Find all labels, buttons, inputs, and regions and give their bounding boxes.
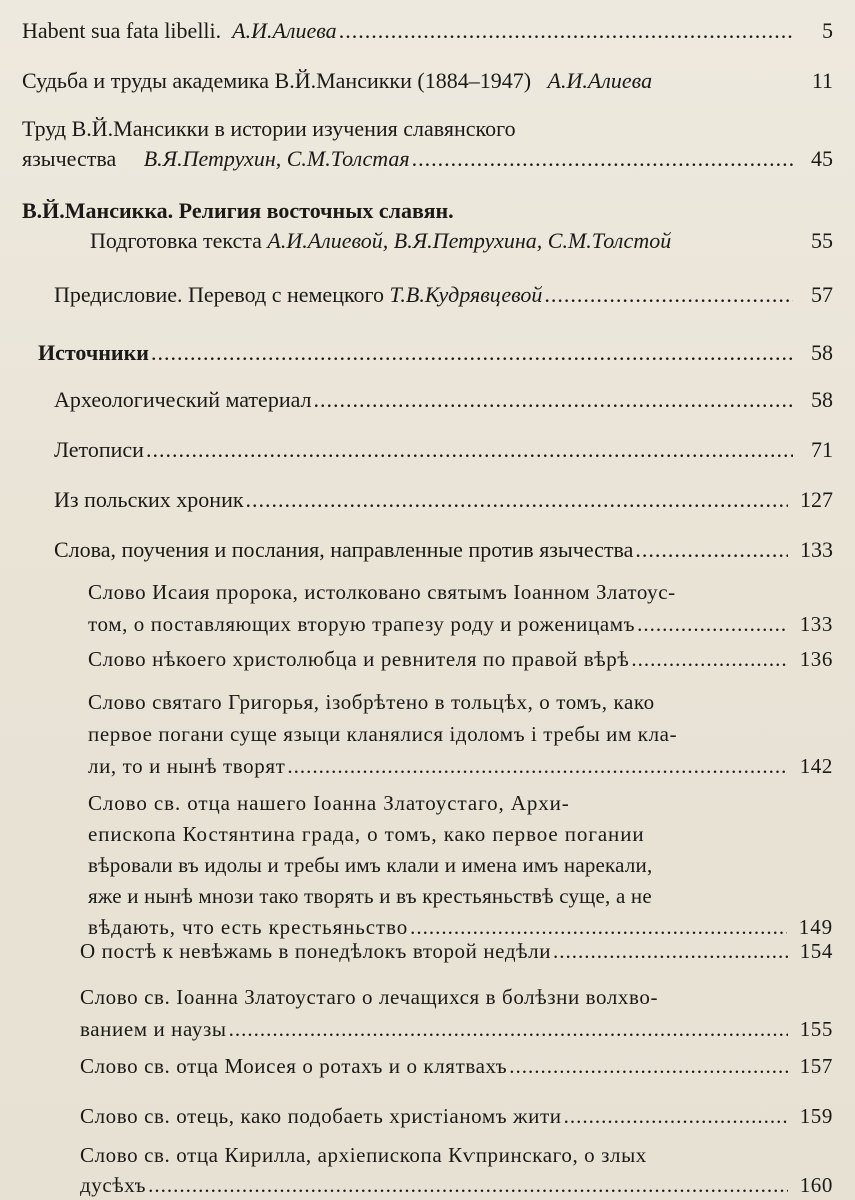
page-number: 157 [799,1054,833,1078]
toc-entry-title: Слово нѣкоего христолюбца и ревнителя по правой вѣрѣ [88,647,630,671]
toc-entry-isaiah[interactable] [88,576,833,640]
toc-entry-sources[interactable] [38,338,833,368]
toc-entry-author: Т.В.Кудрявцевой [389,282,543,307]
toc-entry-line [80,981,833,1013]
toc-entry-habent[interactable] [22,16,833,46]
toc-entry-title: Судьба и труды академика В.Й.Мансикки (1884–1947) [22,68,532,93]
toc-entry-line [22,114,833,144]
page-number: 58 [811,340,833,365]
toc-entry-line [88,881,833,912]
toc-entry-line [88,608,833,640]
toc-entry-line [88,819,833,850]
toc-entry-title: дусѣхъ [80,1173,147,1197]
page-number: 45 [811,145,833,171]
toc-entry-line [22,144,833,174]
toc-entry-title: ванием и наузы [80,1017,227,1041]
toc-entry-title-line: первое погани суще языци кланялися ідоломъ і требы им кла- [88,722,678,746]
toc-entry-line [88,750,833,782]
page-number: 136 [799,647,833,671]
toc-entry-sermons[interactable] [54,535,833,565]
dot-leader [544,280,793,310]
toc-entry-line [88,576,833,608]
dot-leader [151,338,793,368]
toc-entry-title: Источники [38,340,149,365]
dot-leader [146,435,793,465]
page-number: 154 [799,939,833,963]
toc-entry-line [88,718,833,750]
dot-leader [246,485,788,515]
toc-entry-gregory[interactable] [88,686,833,782]
page-number: 149 [798,915,833,939]
dot-leader [314,385,793,415]
dot-leader [631,645,787,673]
toc-entry-preface[interactable] [54,280,833,310]
toc-entry-title: Слова, поучения и послания, направленные против язычества [54,537,634,562]
toc-entry-author: А.И.Алиева [547,68,653,93]
page-number: 142 [799,754,833,778]
toc-entry-title: Habent sua fata libelli. [22,18,222,43]
toc-entry-title: Археологический материал [54,387,312,412]
page-number: 133 [799,612,833,636]
toc-entry-trud[interactable] [22,114,833,173]
toc-entry-line [80,1052,833,1080]
toc-entry-title-line: Слово святаго Григорья, ізобрѣтено в тольцѣх, о томъ, како [88,690,655,714]
page-number: 155 [799,1017,833,1041]
toc-entry-title: Подготовка текста [90,227,262,253]
toc-entry-title-line: Слово св. отца нашего Іоанна Златоустаго, Архи- [88,791,570,815]
toc-entry-christians[interactable] [80,1102,833,1130]
toc-entry-line [38,338,833,368]
toc-entry-title-line: яже и нынѣ мнози тако творять и въ крестьяньствѣ суще, а не [88,884,652,908]
toc-entry-title: Летописи [54,437,144,462]
toc-entry-christolubec[interactable] [88,645,833,673]
toc-entry-chronicles[interactable] [54,435,833,465]
toc-entry-author: А.И.Алиевой, В.Я.Петрухина, С.М.Толстой [267,227,672,253]
toc-entry-line [54,385,833,415]
dot-leader [412,144,793,174]
page-number: 5 [822,18,833,43]
toc-entry-title-line: Слово св. отца Кирилла, архіепископа Кѵпринскаго, о злых [80,1143,647,1167]
toc-entry-line [80,937,833,965]
toc-entry-moses[interactable] [80,1052,833,1080]
toc-entry-line [88,686,833,718]
dot-leader [509,1052,787,1080]
dot-leader [339,16,793,46]
toc-entry-title: Слово св. отца Моисея о ротахъ и о клятвахъ [80,1054,508,1078]
toc-entry-title: язычества [22,145,117,171]
page-number: 127 [800,487,833,512]
toc-entry-line [22,66,833,96]
toc-entry-title-line: Слово Исаия пророка, истолковано святымъ Іоанном Златоус- [88,580,676,604]
toc-entry-line [80,1013,833,1045]
toc-entry-line [88,788,833,819]
toc-entry-cyril[interactable] [80,1140,833,1200]
toc-entry-line [22,196,833,226]
dot-leader [553,937,788,965]
dot-leader [148,1170,788,1200]
toc-entry-title: Предисловие. Перевод с немецкого [54,282,385,307]
toc-entry-title: О постѣ к невѣжамь в понедѣлокъ второй недѣли [80,939,552,963]
toc-entry-line [80,1140,833,1170]
toc-entry-healing[interactable] [80,981,833,1045]
toc-entry-author: А.И.Алиева [232,18,337,43]
toc-entry-author: В.Я.Петрухин, С.М.Толстая [143,145,410,171]
toc-entry-chrysostom[interactable] [88,788,833,943]
dot-leader [637,608,788,640]
page-number: 71 [811,437,833,462]
toc-entry-title-line: Слово св. Іоанна Златоустаго о лечащихся в болѣзни волхво- [80,985,659,1009]
toc-entry-line [88,850,833,881]
toc-entry-archaeology[interactable] [54,385,833,415]
dot-leader [564,1102,788,1130]
page-number: 159 [799,1104,833,1128]
toc-entry-religion[interactable] [22,196,833,255]
toc-entry-line [80,1102,833,1130]
toc-entry-title-line: вѣровали въ идолы и требы имъ клали и имена имъ нарекали, [88,853,653,877]
page-number: 160 [799,1173,833,1197]
toc-entry-title: Слово св. отець, како подобаеть христіаномъ жити [80,1104,562,1128]
toc-entry-line [54,485,833,515]
toc-entry-line [88,645,833,673]
toc-entry-title: вѣдають, что есть крестьяньство [88,915,409,939]
page-number: 133 [800,537,833,562]
toc-entry-title: том, о поставляющих вторую трапезу роду и роженицамъ [88,612,636,636]
toc-entry-line [22,16,833,46]
page-number: 58 [811,387,833,412]
dot-leader [635,535,788,565]
toc-entry-title-line: Труд В.Й.Мансикки в истории изучения славянского [22,116,516,141]
toc-entry-title: Из польских хроник [54,487,244,512]
toc-entry-sudba[interactable] [22,66,833,96]
toc-entry-line [80,1170,833,1200]
page-number: 55 [811,227,833,253]
toc-entry-line [54,535,833,565]
toc-entry-line [54,280,833,310]
toc-entry-line [22,226,833,256]
dot-leader [229,1013,788,1045]
toc-entry-fasting[interactable] [80,937,833,965]
toc-entry-title-line: епископа Костянтина града, о томъ, како первое погании [88,822,645,846]
toc-entry-polish-chronicles[interactable] [54,485,833,515]
toc-entry-title: ли, то и нынѣ творят [88,754,286,778]
toc-entry-line [54,435,833,465]
page-number: 57 [811,282,833,307]
page-number: 11 [811,68,833,93]
dot-leader [287,750,787,782]
toc-entry-heading: В.Й.Мансикка. Религия восточных славян. [22,198,454,223]
